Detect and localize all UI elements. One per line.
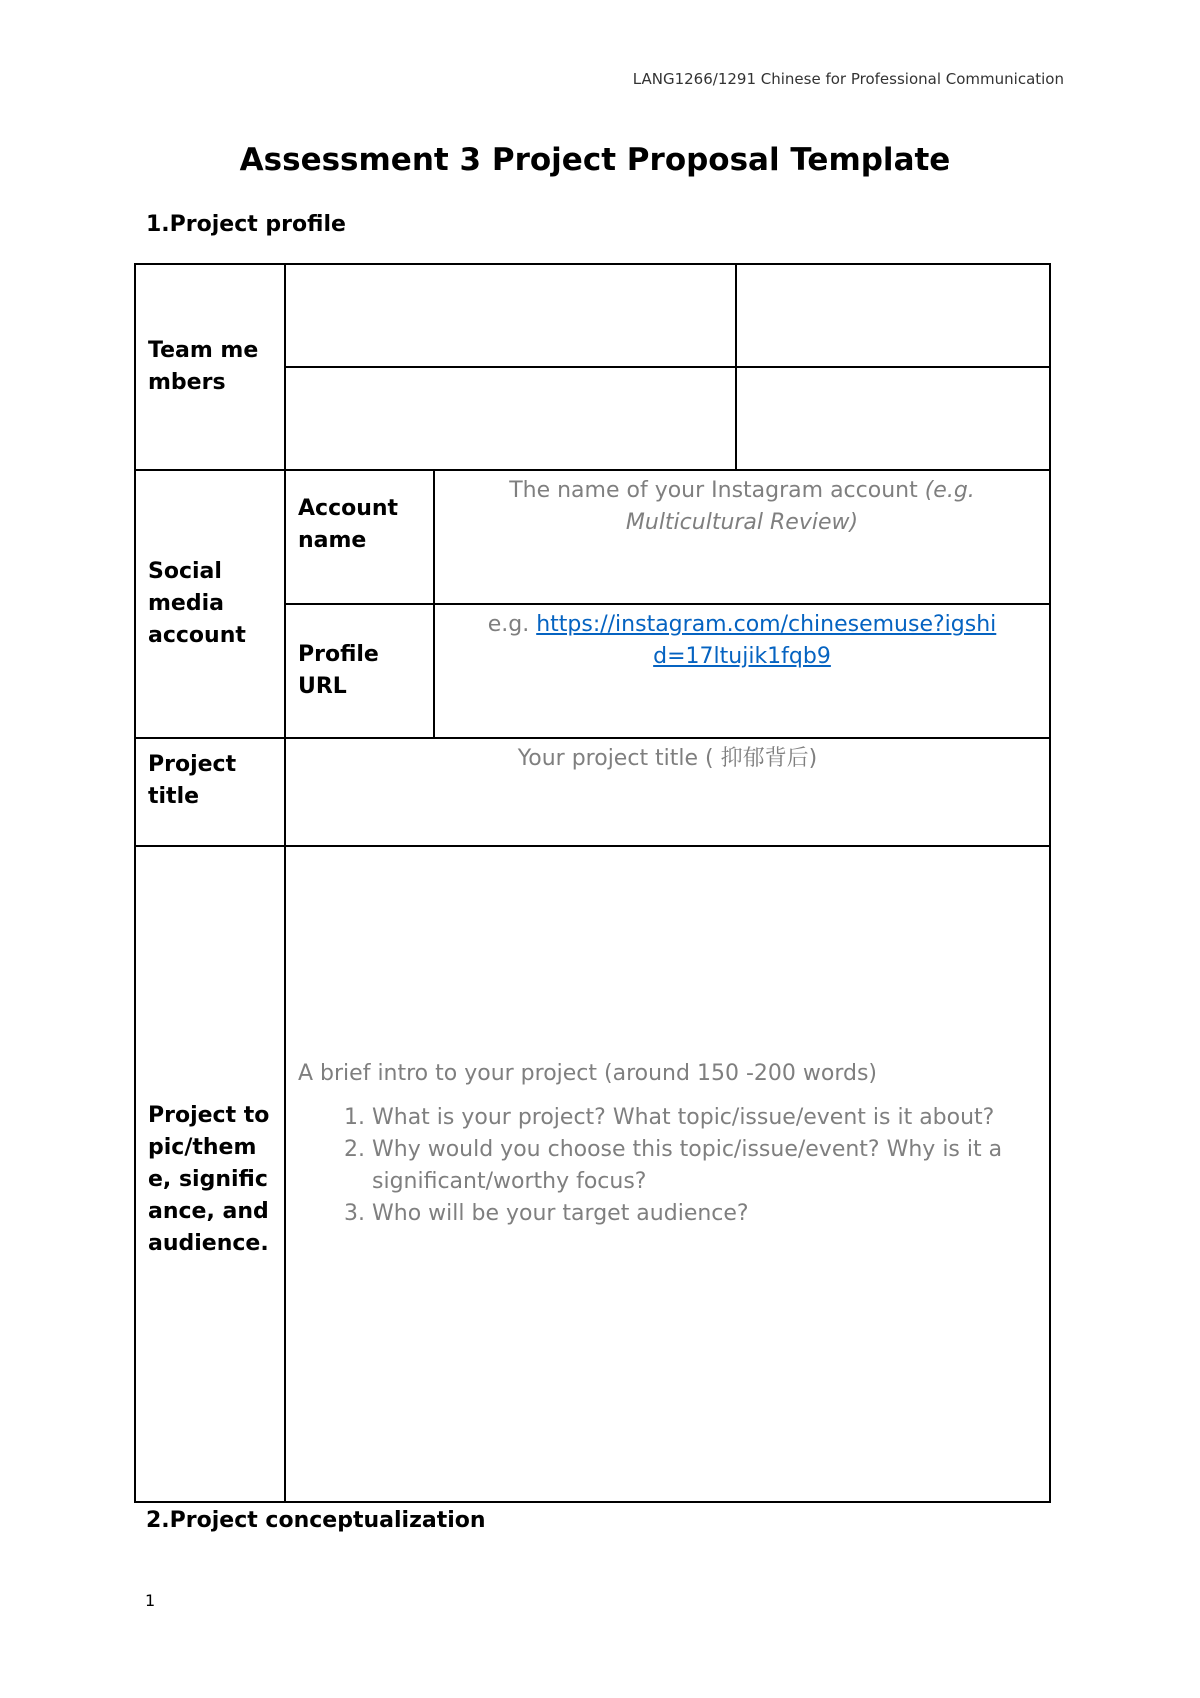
team-member-cell-4[interactable] [736,367,1050,470]
profile-url-link[interactable]: https://instagram.com/chinesemuse?igshid=17ltujik1fqb9 [536,612,997,669]
profile-url-label: Profile URL [298,642,379,699]
project-title-cell[interactable] [285,738,1050,846]
topic-intro-text: A brief intro to your project (around 150 -200 words) [298,1061,877,1086]
topic-label: Project topic/theme, significance, and audience. [148,1103,270,1256]
course-header: LANG1266/1291 Chinese for Professional Communication [632,70,1064,88]
account-name-label: Account name [298,496,399,553]
document-title: Assessment 3 Project Proposal Template [239,142,951,178]
account-name-hint-text: The name of your Instagram account [509,478,918,503]
topic-question-1: 1. What is your project? What topic/issue/event is it about? [372,1102,1027,1134]
social-media-label-cell [135,470,285,738]
project-profile-table [134,263,1051,1503]
topic-question-3: 3. Who will be your target audience? [372,1198,1027,1230]
account-name-label-cell [285,470,434,604]
profile-url-label-cell [285,604,434,738]
topic-questions-list [298,1102,1027,1230]
topic-intro-block [286,1058,1049,1230]
account-name-cell[interactable] [434,470,1050,604]
profile-url-prefix: e.g. [487,612,530,637]
project-title-label-cell [135,738,285,846]
profile-url-cell[interactable] [434,604,1050,738]
section-heading-project-conceptualization: 2.Project conceptualization [146,1508,486,1533]
topic-cell[interactable] [285,846,1050,1502]
profile-url-hint [435,605,1049,673]
team-members-label-cell [135,264,285,470]
project-title-hint: Your project title ( 抑郁背后) [517,746,818,771]
account-name-example: (e.g. Multicultural Review) [625,478,975,535]
team-members-label: Team members [148,338,259,395]
account-name-hint [435,471,1049,539]
topic-question-2: 2. Why would you choose this topic/issue/event? Why is it a significant/worthy focus? [372,1134,1027,1198]
team-member-cell-2[interactable] [736,264,1050,367]
section-heading-project-profile: 1.Project profile [146,212,346,237]
project-title-label: Project title [148,752,237,809]
topic-label-cell [135,846,285,1502]
team-member-cell-3[interactable] [285,367,736,470]
social-media-label: Social media account [148,559,246,648]
team-member-cell-1[interactable] [285,264,736,367]
page-number: 1 [145,1591,156,1610]
